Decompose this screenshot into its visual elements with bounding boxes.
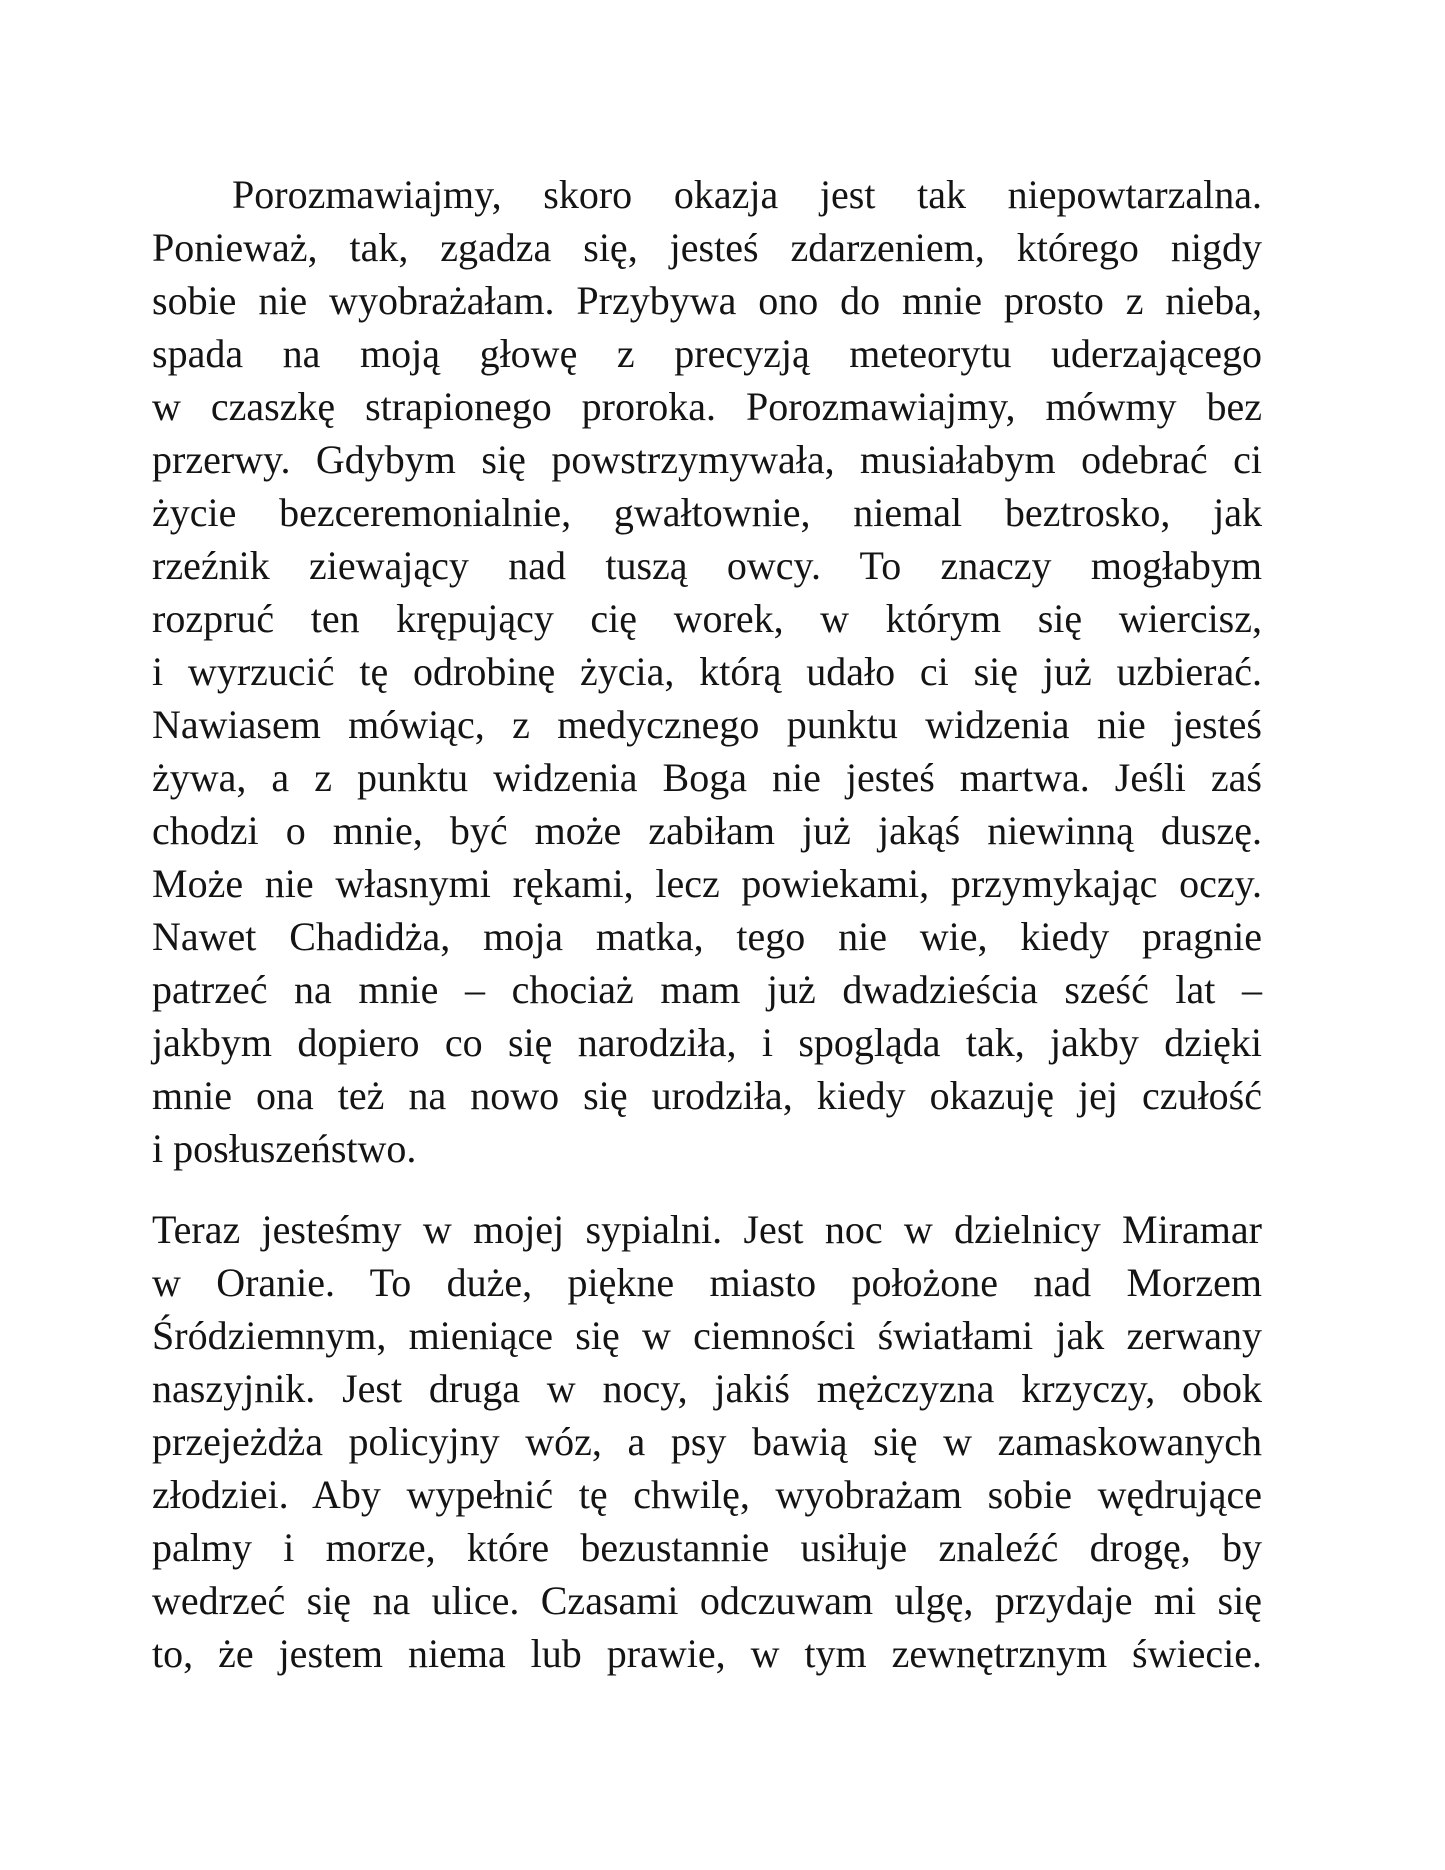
text-line: spada na moją głowę z precyzją meteorytu uderzającego [152,331,1262,376]
text-line: chodzi o mnie, być może zabiłam już jakąś niewinną duszę. [152,808,1262,853]
text-line: i posłuszeństwo. [152,1126,417,1171]
paragraph-2 [152,1203,1262,1680]
text-line: w Oranie. To duże, piękne miasto położone nad Morzem [152,1260,1262,1305]
text-line: Porozmawiajmy, skoro okazja jest tak niepowtarzalna. [232,172,1262,217]
text-line: jakbym dopiero co się narodziła, i spogląda tak, jakby dzięki [152,1020,1262,1065]
text-line: rozpruć ten krępujący cię worek, w którym się wiercisz, [152,596,1262,641]
text-line: żywa, a z punktu widzenia Boga nie jesteś martwa. Jeśli zaś [152,755,1262,800]
paragraph-1 [152,168,1262,1175]
text-line: złodziei. Aby wypełnić tę chwilę, wyobrażam sobie wędrujące [152,1472,1262,1517]
text-line: mnie ona też na nowo się urodziła, kiedy okazuję jej czułość [152,1073,1262,1118]
text-line: wedrzeć się na ulice. Czasami odczuwam ulgę, przydaje mi się [152,1578,1262,1623]
text-line: i wyrzucić tę odrobinę życia, którą udało ci się już uzbierać. [152,649,1262,694]
text-line: sobie nie wyobrażałam. Przybywa ono do mnie prosto z nieba, [152,278,1262,323]
text-line: palmy i morze, które bezustannie usiłuje znaleźć drogę, by [152,1525,1262,1570]
text-line: naszyjnik. Jest druga w nocy, jakiś mężczyzna krzyczy, obok [152,1366,1262,1411]
text-block [152,168,1262,1680]
text-line: Nawiasem mówiąc, z medycznego punktu widzenia nie jesteś [152,702,1262,747]
text-line: Nawet Chadidża, moja matka, tego nie wie, kiedy pragnie [152,914,1262,959]
text-line: to, że jestem niema lub prawie, w tym zewnętrznym świecie. [152,1631,1262,1676]
text-line: życie bezceremonialnie, gwałtownie, niemal beztrosko, jak [152,490,1262,535]
text-line: Ponieważ, tak, zgadza się, jesteś zdarzeniem, którego nigdy [152,225,1262,270]
text-line: przejeżdża policyjny wóz, a psy bawią się w zamaskowanych [152,1419,1262,1464]
text-line: Może nie własnymi rękami, lecz powiekami, przymykając oczy. [152,861,1262,906]
text-line: patrzeć na mnie – chociaż mam już dwadzieścia sześć lat – [152,967,1262,1012]
text-line: przerwy. Gdybym się powstrzymywała, musiałabym odebrać ci [152,437,1262,482]
text-line: Teraz jesteśmy w mojej sypialni. Jest noc w dzielnicy Miramar [152,1207,1262,1252]
text-line: w czaszkę strapionego proroka. Porozmawiajmy, mówmy bez [152,384,1262,429]
text-line: rzeźnik ziewający nad tuszą owcy. To znaczy mogłabym [152,543,1262,588]
text-line: Śródziemnym, mieniące się w ciemności światłami jak zerwany [152,1313,1262,1358]
